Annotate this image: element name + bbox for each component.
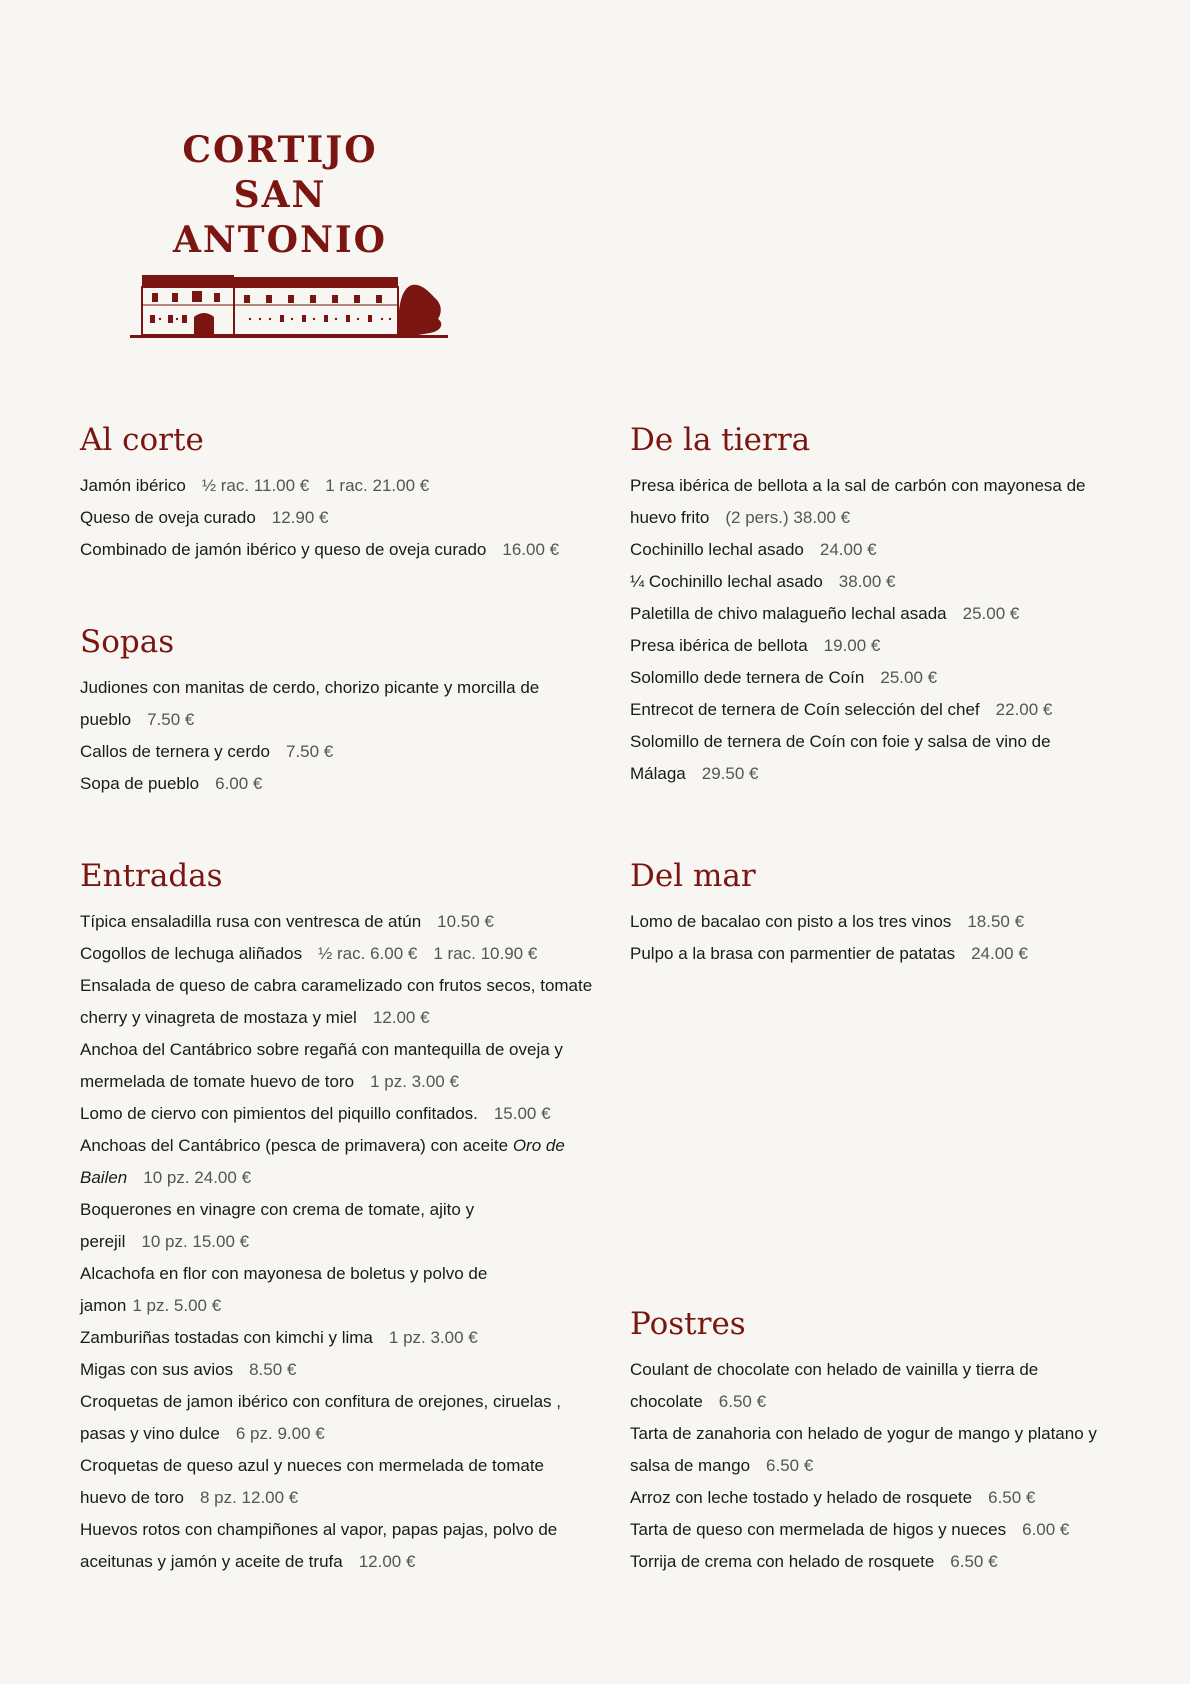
logo-line-2: SAN ANTONIO [172,174,388,261]
section-title: Sopas [80,624,175,660]
item-name: Judiones con manitas de cerdo, chorizo picante y morcilla de pueblo [80,678,540,729]
item-name: Callos de ternera y cerdo [80,742,270,761]
menu-item [80,970,595,1034]
item-price: 1 rac. 21.00 € [325,476,430,495]
menu-item [630,1546,1120,1578]
menu-item [630,630,1120,662]
menu-item [630,726,1080,790]
item-name: Zamburiñas tostadas con kimchi y lima [80,1328,373,1347]
item-name: Boquerones en vinagre con crema de tomate, ajito y perejil [80,1200,475,1251]
item-name: Solomillo dede ternera de Coín [630,668,865,687]
item-name: Combinado de jamón ibérico y queso de oveja curado [80,540,487,559]
item-price: 7.50 € [147,710,195,729]
item-name: Cogollos de lechuga aliñados [80,944,303,963]
section-de-la-tierra [630,420,1120,790]
item-price: 6.00 € [215,774,263,793]
section-title: Del mar [630,858,756,894]
item-name: Lomo de ciervo con pimientos del piquillo confitados. [80,1104,478,1123]
menu-item [80,1258,510,1322]
item-name-italic: Oro de Bailen [80,1136,565,1187]
item-price: 1 pz. 5.00 € [132,1296,222,1315]
item-price: 22.00 € [995,700,1053,719]
item-price: 6.50 € [718,1392,767,1411]
menu-item [80,502,600,534]
item-name: Entrecot de ternera de Coín selección del chef [630,700,980,719]
item-name: Croquetas de jamon ibérico con confitura de orejones, ciruelas , pasas y vino dulce [80,1392,561,1443]
item-price: 6.50 € [766,1456,814,1475]
item-price: 8.50 € [249,1360,297,1379]
item-name: Anchoa del Cantábrico sobre regañá con mantequilla de oveja y mermelada de tomate huevo de toro [80,1040,563,1091]
section-title: Postres [630,1306,746,1342]
item-name: ¼ Cochinillo lechal asado [630,572,823,591]
menu-item [630,694,1120,726]
item-price: 1 pz. 3.00 € [388,1328,478,1347]
section-entradas [80,856,595,1578]
item-price: 16.00 € [502,540,560,559]
item-name: Arroz con leche tostado y helado de rosquete [630,1488,973,1507]
item-name: Tarta de zanahoria con helado de yogur de mango y platano y salsa de mango [630,1424,1097,1475]
menu-item [80,1450,570,1514]
item-name: Sopa de pueblo [80,774,200,793]
item-price: 6.50 € [988,1488,1036,1507]
menu-item [80,906,595,938]
menu-item [630,1418,1120,1482]
menu-item [80,534,600,566]
menu-item [80,938,595,970]
menu-item [80,1130,595,1194]
item-price: 25.00 € [880,668,938,687]
item-name: Típica ensaladilla rusa con ventresca de atún [80,912,422,931]
menu-item [630,566,1120,598]
menu-item [80,672,550,736]
menu-item [630,906,1120,938]
item-price: 1 rac. 10.90 € [433,944,538,963]
section-al-corte [80,420,600,566]
menu-item [630,534,1120,566]
item-name: Migas con sus avios [80,1360,234,1379]
menu-item [630,1482,1120,1514]
item-price: 18.50 € [967,912,1025,931]
item-price: 8 pz. 12.00 € [199,1488,299,1507]
farmhouse-icon [130,269,470,351]
menu-item [80,768,550,800]
item-price: (2 pers.) 38.00 € [725,508,851,527]
item-price: 19.00 € [823,636,881,655]
menu-item [80,1194,510,1258]
section-title: Al corte [80,422,204,458]
item-name: Torrija de crema con helado de rosquete [630,1552,935,1571]
menu-item [80,1098,595,1130]
item-name: Croquetas de queso azul y nueces con mermelada de tomate huevo de toro [80,1456,544,1507]
menu-item [80,1354,595,1386]
item-name: Presa ibérica de bellota a la sal de carbón con mayonesa de huevo frito [630,476,1086,527]
menu-item [630,1514,1120,1546]
item-price: 6 pz. 9.00 € [235,1424,325,1443]
section-title: Entradas [80,858,223,894]
item-price: 12.00 € [358,1552,416,1571]
item-name: Coulant de chocolate con helado de vainilla y tierra de chocolate [630,1360,1039,1411]
item-price: 7.50 € [285,742,334,761]
item-name: Solomillo de ternera de Coín con foie y salsa de vino de Málaga [630,732,1051,783]
menu-item [80,1034,595,1098]
item-name: Anchoas del Cantábrico (pesca de primavera) con aceite [80,1136,509,1155]
item-price: 10 pz. 24.00 € [143,1168,252,1187]
menu-item [80,1322,595,1354]
item-price: 6.50 € [950,1552,998,1571]
section-sopas [80,622,550,800]
item-price: 10.50 € [437,912,494,931]
logo-line-1: CORTIJO [182,129,378,171]
restaurant-logo [130,128,470,351]
item-price: ½ rac. 11.00 € [201,476,310,495]
item-price: 10 pz. 15.00 € [141,1232,250,1251]
item-name: Huevos rotos con champiñones al vapor, papas pajas, polvo de aceitunas y jamón y aceite de trufa [80,1520,558,1571]
item-name: Lomo de bacalao con pisto a los tres vinos [630,912,952,931]
item-name: Presa ibérica de bellota [630,636,808,655]
menu-item [80,1514,595,1578]
item-price: 15.00 € [493,1104,551,1123]
section-title: De la tierra [630,422,811,458]
item-name: Cochinillo lechal asado [630,540,804,559]
item-name: Tarta de queso con mermelada de higos y nueces [630,1520,1007,1539]
menu-item [80,470,600,502]
item-price: 25.00 € [962,604,1020,623]
menu-item [630,662,1120,694]
item-name: Pulpo a la brasa con parmentier de patatas [630,944,956,963]
item-price: 24.00 € [971,944,1028,963]
item-name: Queso de oveja curado [80,508,256,527]
section-postres [630,1304,1120,1578]
item-price: 38.00 € [838,572,896,591]
item-name: Paletilla de chivo malagueño lechal asada [630,604,947,623]
item-name: Jamón ibérico [80,476,186,495]
menu-item [80,736,550,768]
item-price: 6.00 € [1022,1520,1070,1539]
item-price: 12.90 € [271,508,329,527]
menu-item [630,598,1120,630]
item-price: ½ rac. 6.00 € [318,944,418,963]
section-del-mar [630,856,1120,970]
item-price: 24.00 € [819,540,877,559]
menu-item [630,1354,1070,1418]
item-price: 1 pz. 3.00 € [370,1072,459,1091]
item-name: Ensalada de queso de cabra caramelizado con frutos secos, tomate cherry y vinagreta de mostaza y miel [80,976,593,1027]
menu-item [80,1386,595,1450]
item-price: 12.00 € [372,1008,430,1027]
menu-item [630,470,1120,534]
logo-title [130,128,430,263]
menu-item [630,938,1120,970]
item-name: Alcachofa en flor con mayonesa de boletus y polvo de jamon [80,1264,488,1315]
item-price: 29.50 € [701,764,759,783]
